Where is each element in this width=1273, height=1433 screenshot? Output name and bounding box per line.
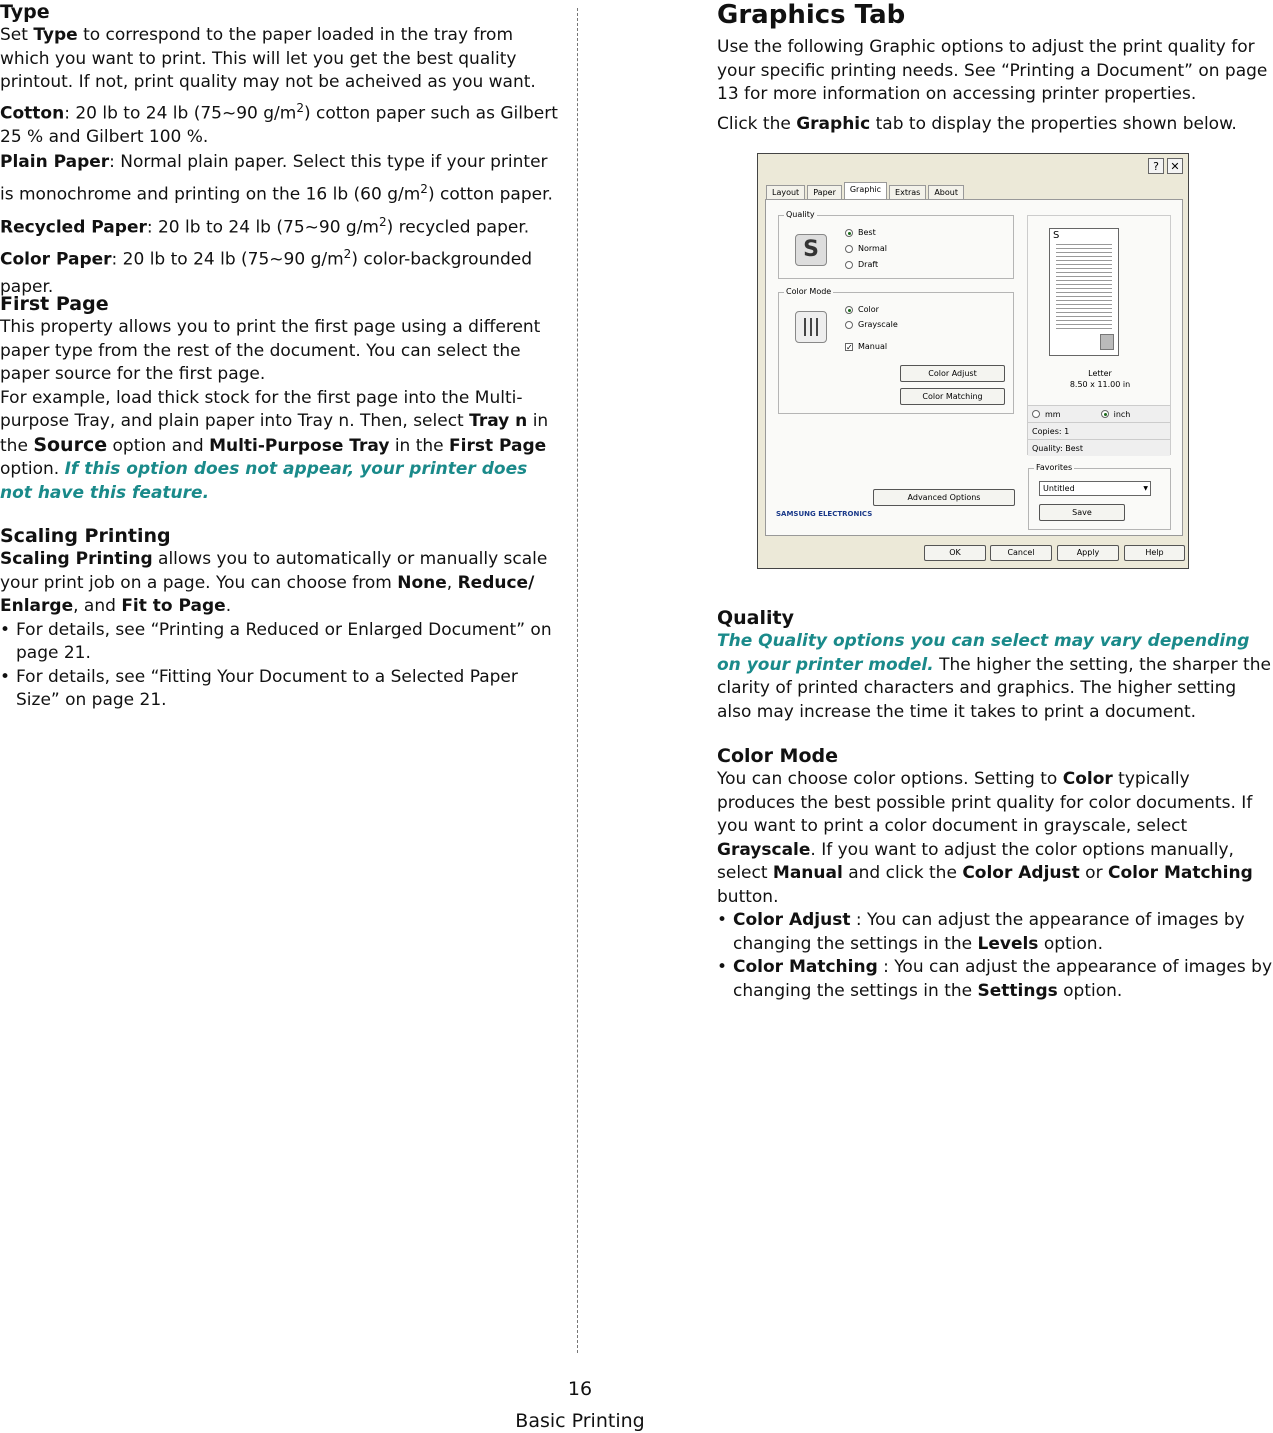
- printer-properties-dialog: [757, 153, 1189, 569]
- tab-graphic[interactable]: Graphic: [844, 182, 887, 199]
- units-row: [1028, 405, 1170, 422]
- color-mode-group: [778, 287, 1014, 414]
- radio-draft[interactable]: Draft: [845, 260, 878, 269]
- quality-legend: Quality: [786, 210, 815, 219]
- recycled-paragraph: Recycled Paper: 20 lb to 24 lb (75~90 $g/m^2$) recycled paper.: [0, 214, 530, 238]
- cancel-button[interactable]: Cancel: [990, 545, 1052, 561]
- tab-paper[interactable]: Paper: [807, 185, 842, 202]
- type-heading: Type: [0, 1, 50, 23]
- preview-letter: S: [1053, 230, 1060, 241]
- radio-best[interactable]: Best: [845, 228, 876, 237]
- ok-button[interactable]: OK: [924, 545, 986, 561]
- radio-color[interactable]: Color: [845, 305, 879, 314]
- dialog-titlebar: [758, 154, 1188, 178]
- graphics-tab-heading: Graphics Tab: [717, 0, 906, 30]
- footer-section: Basic Printing: [515, 1410, 645, 1432]
- samsung-logo: SAMSUNG ELECTRONICS: [776, 510, 873, 518]
- quality-group: [778, 210, 1014, 279]
- color-adjust-button[interactable]: Color Adjust: [900, 365, 1005, 382]
- cotton-paragraph: Cotton: 20 lb to 24 lb (75~90 $g/m^2$) cotton paper such as Gilbert 25 % and Gilbert 100 %.: [0, 100, 558, 147]
- bullet-item: • Color Adjust : You can adjust the appearance of images by changing the settings in the Levels option.: [717, 910, 1245, 954]
- tab-extras[interactable]: Extras: [889, 185, 926, 202]
- page-number: 16: [567, 1378, 593, 1400]
- page-preview: [1049, 228, 1119, 356]
- graphics-intro: Use the following Graphic options to adjust the print quality for your specific printing needs. See “Printing a Document” on page 13 for more information on accessing printer properties.: [717, 37, 1268, 104]
- quality-icon: S: [795, 234, 827, 266]
- tab-about[interactable]: About: [928, 185, 964, 202]
- radio-inch[interactable]: inch: [1101, 406, 1131, 422]
- help-icon[interactable]: ?: [1148, 158, 1164, 174]
- close-icon[interactable]: ✕: [1167, 158, 1183, 174]
- scaling-heading: Scaling Printing: [0, 525, 171, 547]
- favorites-select[interactable]: Untitled ▼: [1039, 481, 1151, 496]
- radio-mm[interactable]: mm: [1032, 406, 1061, 422]
- colorpaper-paragraph: Color Paper: 20 lb to 24 lb (75~90 $g/m^2$) color-backgrounded paper.: [0, 247, 533, 298]
- tab-layout[interactable]: Layout: [766, 185, 805, 202]
- help-button[interactable]: Help: [1124, 545, 1185, 561]
- graphic-panel: [765, 199, 1183, 536]
- apply-button[interactable]: Apply: [1057, 545, 1119, 561]
- radio-grayscale[interactable]: Grayscale: [845, 320, 898, 329]
- color-mode-heading: Color Mode: [717, 745, 838, 767]
- copies-info: Copies: 1: [1028, 422, 1170, 439]
- quality-paragraph: The Quality options you can select may vary depending on your printer model. The higher the setting, the sharper the clarity of printed characters and graphics. The higher setting also may increase the time it takes to print a document.: [717, 631, 1271, 722]
- bullet-item: • For details, see “Printing a Reduced or Enlarged Document” on page 21.: [0, 619, 552, 663]
- color-matching-button[interactable]: Color Matching: [900, 388, 1005, 405]
- color-pencils-icon: [795, 311, 827, 343]
- color-mode-legend: Color Mode: [786, 287, 832, 296]
- chevron-down-icon: ▼: [1143, 485, 1148, 492]
- column-divider: [577, 8, 578, 1353]
- favorites-group: [1028, 463, 1171, 530]
- scaling-paragraph: Scaling Printing allows you to automatically or manually scale your print job on a page. You can choose from None, Reduce/ Enlarge, and Fit to Page.: [0, 549, 548, 616]
- color-mode-paragraph: You can choose color options. Setting to Color typically produces the best possible print quality for color documents. If you want to print a color document in grayscale, select Grayscale. If you want to adjust the color options manually, select Manual and click the Color Adjust or Color Matching button.: [717, 769, 1253, 907]
- first-page-p1: This property allows you to print the first page using a different paper type from the rest of the document. You can select the paper source for the first page.: [0, 317, 541, 384]
- quality-info: Quality: Best: [1028, 439, 1170, 456]
- type-paragraph: Set Type to correspond to the paper loaded in the tray from which you want to print. This will let you get the best quality printout. If not, print quality may not be acheived as you want.: [0, 25, 536, 92]
- bullet-item: • For details, see “Fitting Your Document to a Selected Paper Size” on page 21.: [0, 666, 518, 710]
- first-page-heading: First Page: [0, 293, 109, 315]
- radio-normal[interactable]: Normal: [845, 244, 887, 253]
- quality-heading: Quality: [717, 607, 794, 629]
- save-button[interactable]: Save: [1039, 504, 1125, 521]
- manual-checkbox[interactable]: ✓ Manual: [846, 342, 888, 352]
- favorites-legend: Favorites: [1036, 463, 1073, 472]
- first-page-p2: For example, load thick stock for the first page into the Multi-purpose Tray, and plain paper into Tray n. Then, select Tray n in the Source option and Multi-Purpose Tray in the First Page option. If this option does not appear, your printer does not have this feature.: [0, 387, 549, 503]
- advanced-options-button[interactable]: Advanced Options: [873, 489, 1015, 506]
- graphics-click-text: Click the Graphic tab to display the properties shown below.: [717, 113, 1237, 134]
- bullet-item: • Color Matching : You can adjust the appearance of images by changing the settings in the Settings option.: [717, 957, 1273, 1001]
- thumbnail-icon: [1100, 334, 1114, 350]
- paper-size-label: Letter 8.50 x 11.00 in: [1069, 369, 1131, 389]
- plain-paragraph: Plain Paper: Normal plain paper. Select this type if your printer is monochrome and printing on the 16 lb (60 $g/m^2$) cotton paper.: [0, 152, 553, 205]
